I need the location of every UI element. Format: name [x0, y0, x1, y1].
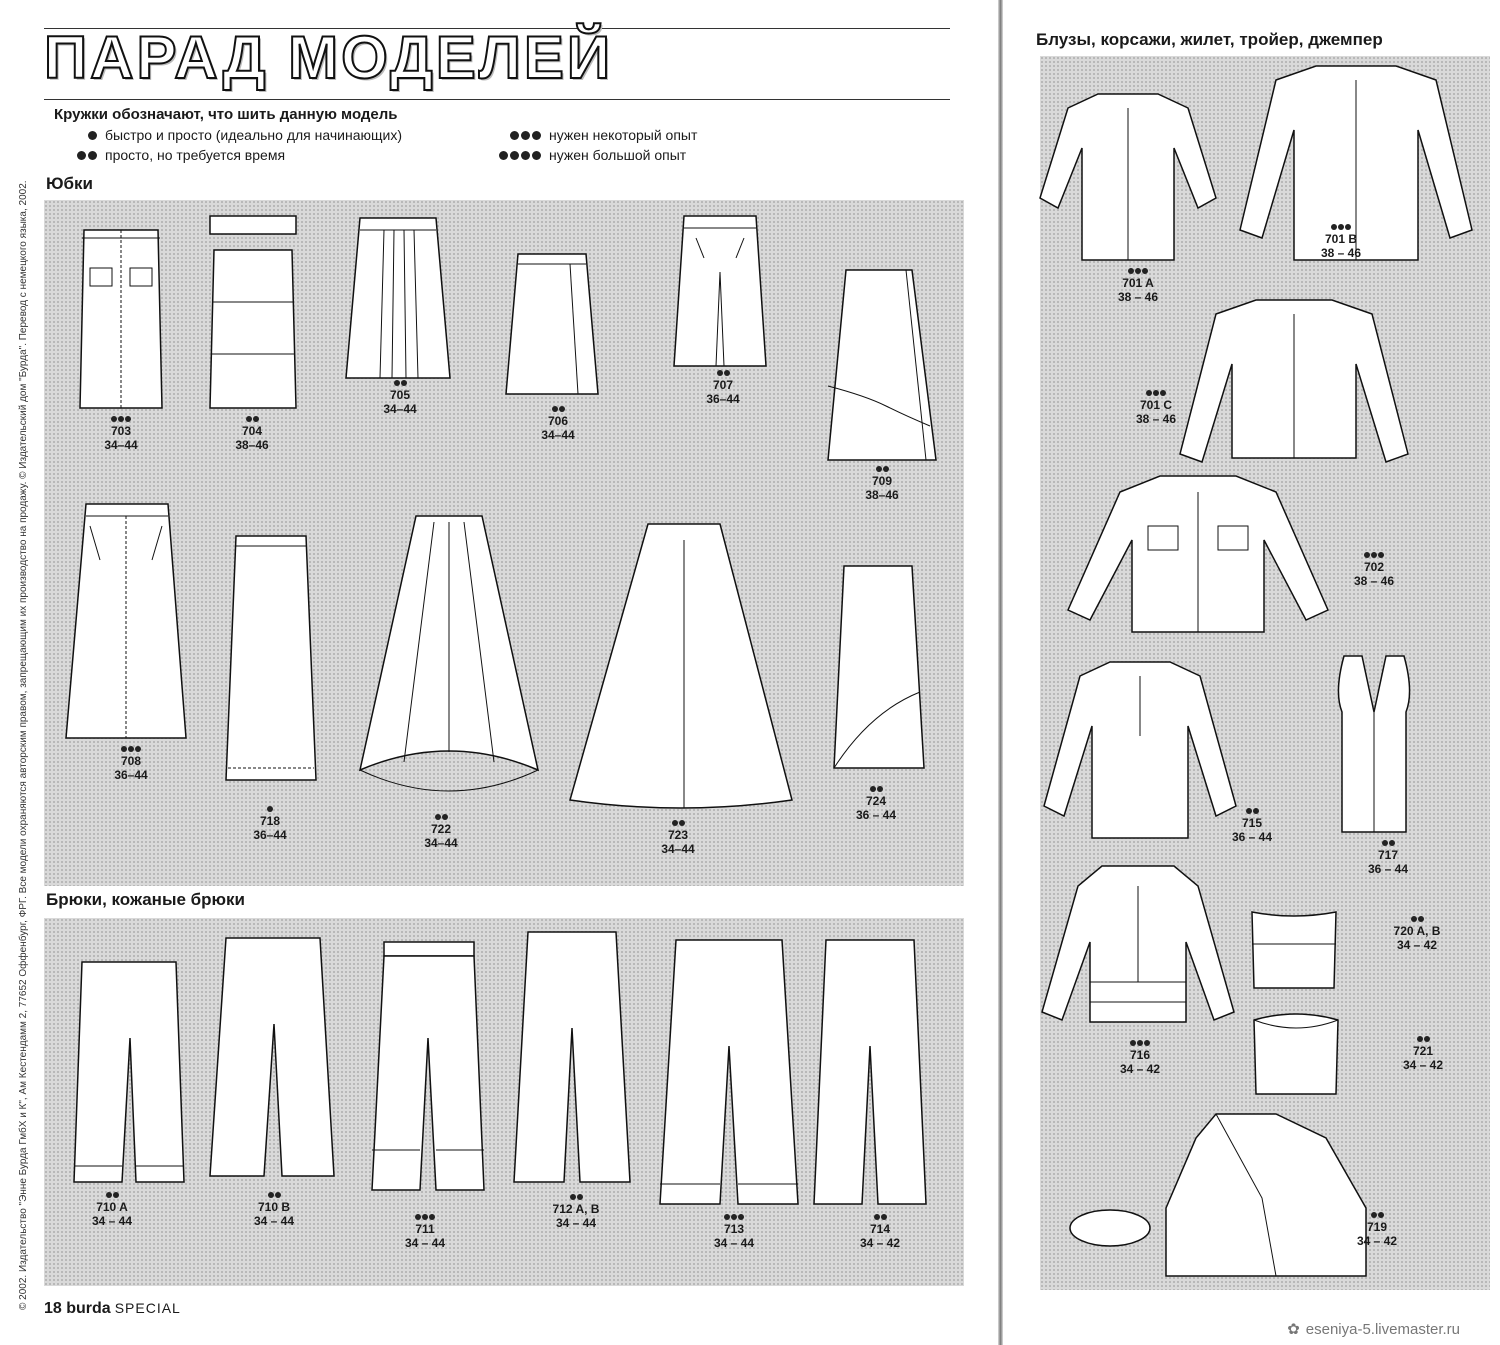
- model-label-714: 714 34 – 42: [835, 1214, 925, 1250]
- blouse-701a-sketch: [1038, 88, 1218, 262]
- skirt-707-sketch: [670, 212, 770, 368]
- model-label-708: 708 36–44: [86, 746, 176, 782]
- model-label-703: 703 34–44: [76, 416, 166, 452]
- sweater-716-sketch: [1038, 862, 1238, 1030]
- copyright-notice: © 2002. Издательство "Энне Бурда ГмбХ и К", Ам Кестендамм 2, 77652 Оффенбург, ФРГ. Все модели охраняются авторским правом, запрещающим их производство на продажу. © Издательский дом "Бурда". Перевод с немецкого языка, 2002.: [18, 180, 29, 1310]
- troyer-719-sketch: [1066, 1108, 1406, 1278]
- model-label-721: 721 34 – 42: [1378, 1036, 1468, 1072]
- model-label-706: 706 34–44: [513, 406, 603, 442]
- corsage-721-sketch: [1248, 1006, 1344, 1096]
- skirt-718-sketch: [220, 532, 320, 782]
- model-label-710b: 710 B 34 – 44: [229, 1192, 319, 1228]
- skirt-723-sketch: [566, 520, 796, 812]
- model-label-701a: 701 A 38 – 46: [1093, 268, 1183, 304]
- model-label-702: 702 38 – 46: [1329, 552, 1419, 588]
- trousers-712-sketch: [510, 928, 634, 1184]
- model-label-719: 719 34 – 42: [1332, 1212, 1422, 1248]
- legend-text: нужен некоторый опыт: [549, 127, 698, 143]
- model-label-717: 717 36 – 44: [1343, 840, 1433, 876]
- skirt-708-sketch: [64, 500, 188, 740]
- legend-item-1: [88, 127, 402, 143]
- model-label-715: 715 36 – 44: [1207, 808, 1297, 844]
- model-label-710a: 710 A 34 – 44: [67, 1192, 157, 1228]
- section-title-skirts: Юбки: [46, 174, 93, 193]
- legend-title: Кружки обозначают, что шить данную модель: [54, 106, 398, 123]
- trousers-713-sketch: [656, 936, 802, 1206]
- skirt-706-sketch: [504, 250, 600, 396]
- skirt-709-sketch: [826, 266, 938, 462]
- page-title: ПАРАД МОДЕЛЕЙ: [44, 24, 614, 91]
- vest-717-sketch: [1326, 652, 1422, 834]
- watermark-icon: ✿: [1287, 1321, 1300, 1338]
- difficulty-dots: [88, 131, 97, 140]
- skirt-703-sketch: [78, 228, 164, 410]
- legend-text: нужен большой опыт: [549, 147, 687, 163]
- model-label-707: 707 36–44: [678, 370, 768, 406]
- model-label-704: 704 38–46: [207, 416, 297, 452]
- title-rule-bottom: [44, 99, 950, 100]
- watermark: ✿ eseniya-5.livemaster.ru: [1287, 1320, 1460, 1338]
- legend-text: просто, но требуется время: [105, 147, 286, 163]
- page-number: 18: [44, 1300, 62, 1317]
- trousers-711-sketch: [368, 938, 488, 1192]
- trousers-710b-sketch: [208, 934, 336, 1178]
- blouse-701c-sketch: [1176, 294, 1412, 464]
- model-label-720: 720 A, B 34 – 42: [1372, 916, 1462, 952]
- model-label-718: 718 36–44: [225, 806, 315, 842]
- model-label-709: 709 38–46: [837, 466, 927, 502]
- legend-item-4: [499, 147, 686, 163]
- difficulty-dots: [510, 131, 541, 140]
- trousers-710a-sketch: [72, 958, 186, 1184]
- special-label: SPECIAL: [114, 1300, 181, 1316]
- legend-item-2: [77, 147, 285, 163]
- skirt-724-sketch: [830, 562, 926, 770]
- difficulty-dots: [77, 151, 97, 160]
- trousers-714-sketch: [808, 936, 932, 1206]
- model-label-723: 723 34–44: [633, 820, 723, 856]
- model-label-716: 716 34 – 42: [1095, 1040, 1185, 1076]
- difficulty-dots: [499, 151, 541, 160]
- blouse-702-sketch: [1064, 470, 1332, 636]
- model-label-722: 722 34–44: [396, 814, 486, 850]
- model-label-713: 713 34 – 44: [689, 1214, 779, 1250]
- model-label-701c: 701 C 38 – 46: [1111, 390, 1201, 426]
- model-label-705: 705 34–44: [355, 380, 445, 416]
- page-footer: [44, 1300, 181, 1318]
- skirt-704-sketch: [206, 214, 300, 409]
- skirt-722-sketch: [354, 512, 544, 804]
- section-title-trousers: Брюки, кожаные брюки: [46, 890, 246, 909]
- corsage-720-sketch: [1248, 908, 1340, 990]
- model-label-712: 712 A, B 34 – 44: [531, 1194, 621, 1230]
- model-label-701b: 701 B 38 – 46: [1296, 224, 1386, 260]
- legend-item-3: [510, 127, 697, 143]
- legend-text: быстро и просто (идеально для начинающих): [105, 127, 402, 143]
- model-label-711: 711 34 – 44: [380, 1214, 470, 1250]
- skirt-705-sketch: [344, 212, 454, 380]
- brand-logo: burda: [66, 1300, 111, 1317]
- model-label-724: 724 36 – 44: [831, 786, 921, 822]
- section-title-blouses: Блузы, корсажи, жилет, тройер, джемпер: [1036, 30, 1383, 49]
